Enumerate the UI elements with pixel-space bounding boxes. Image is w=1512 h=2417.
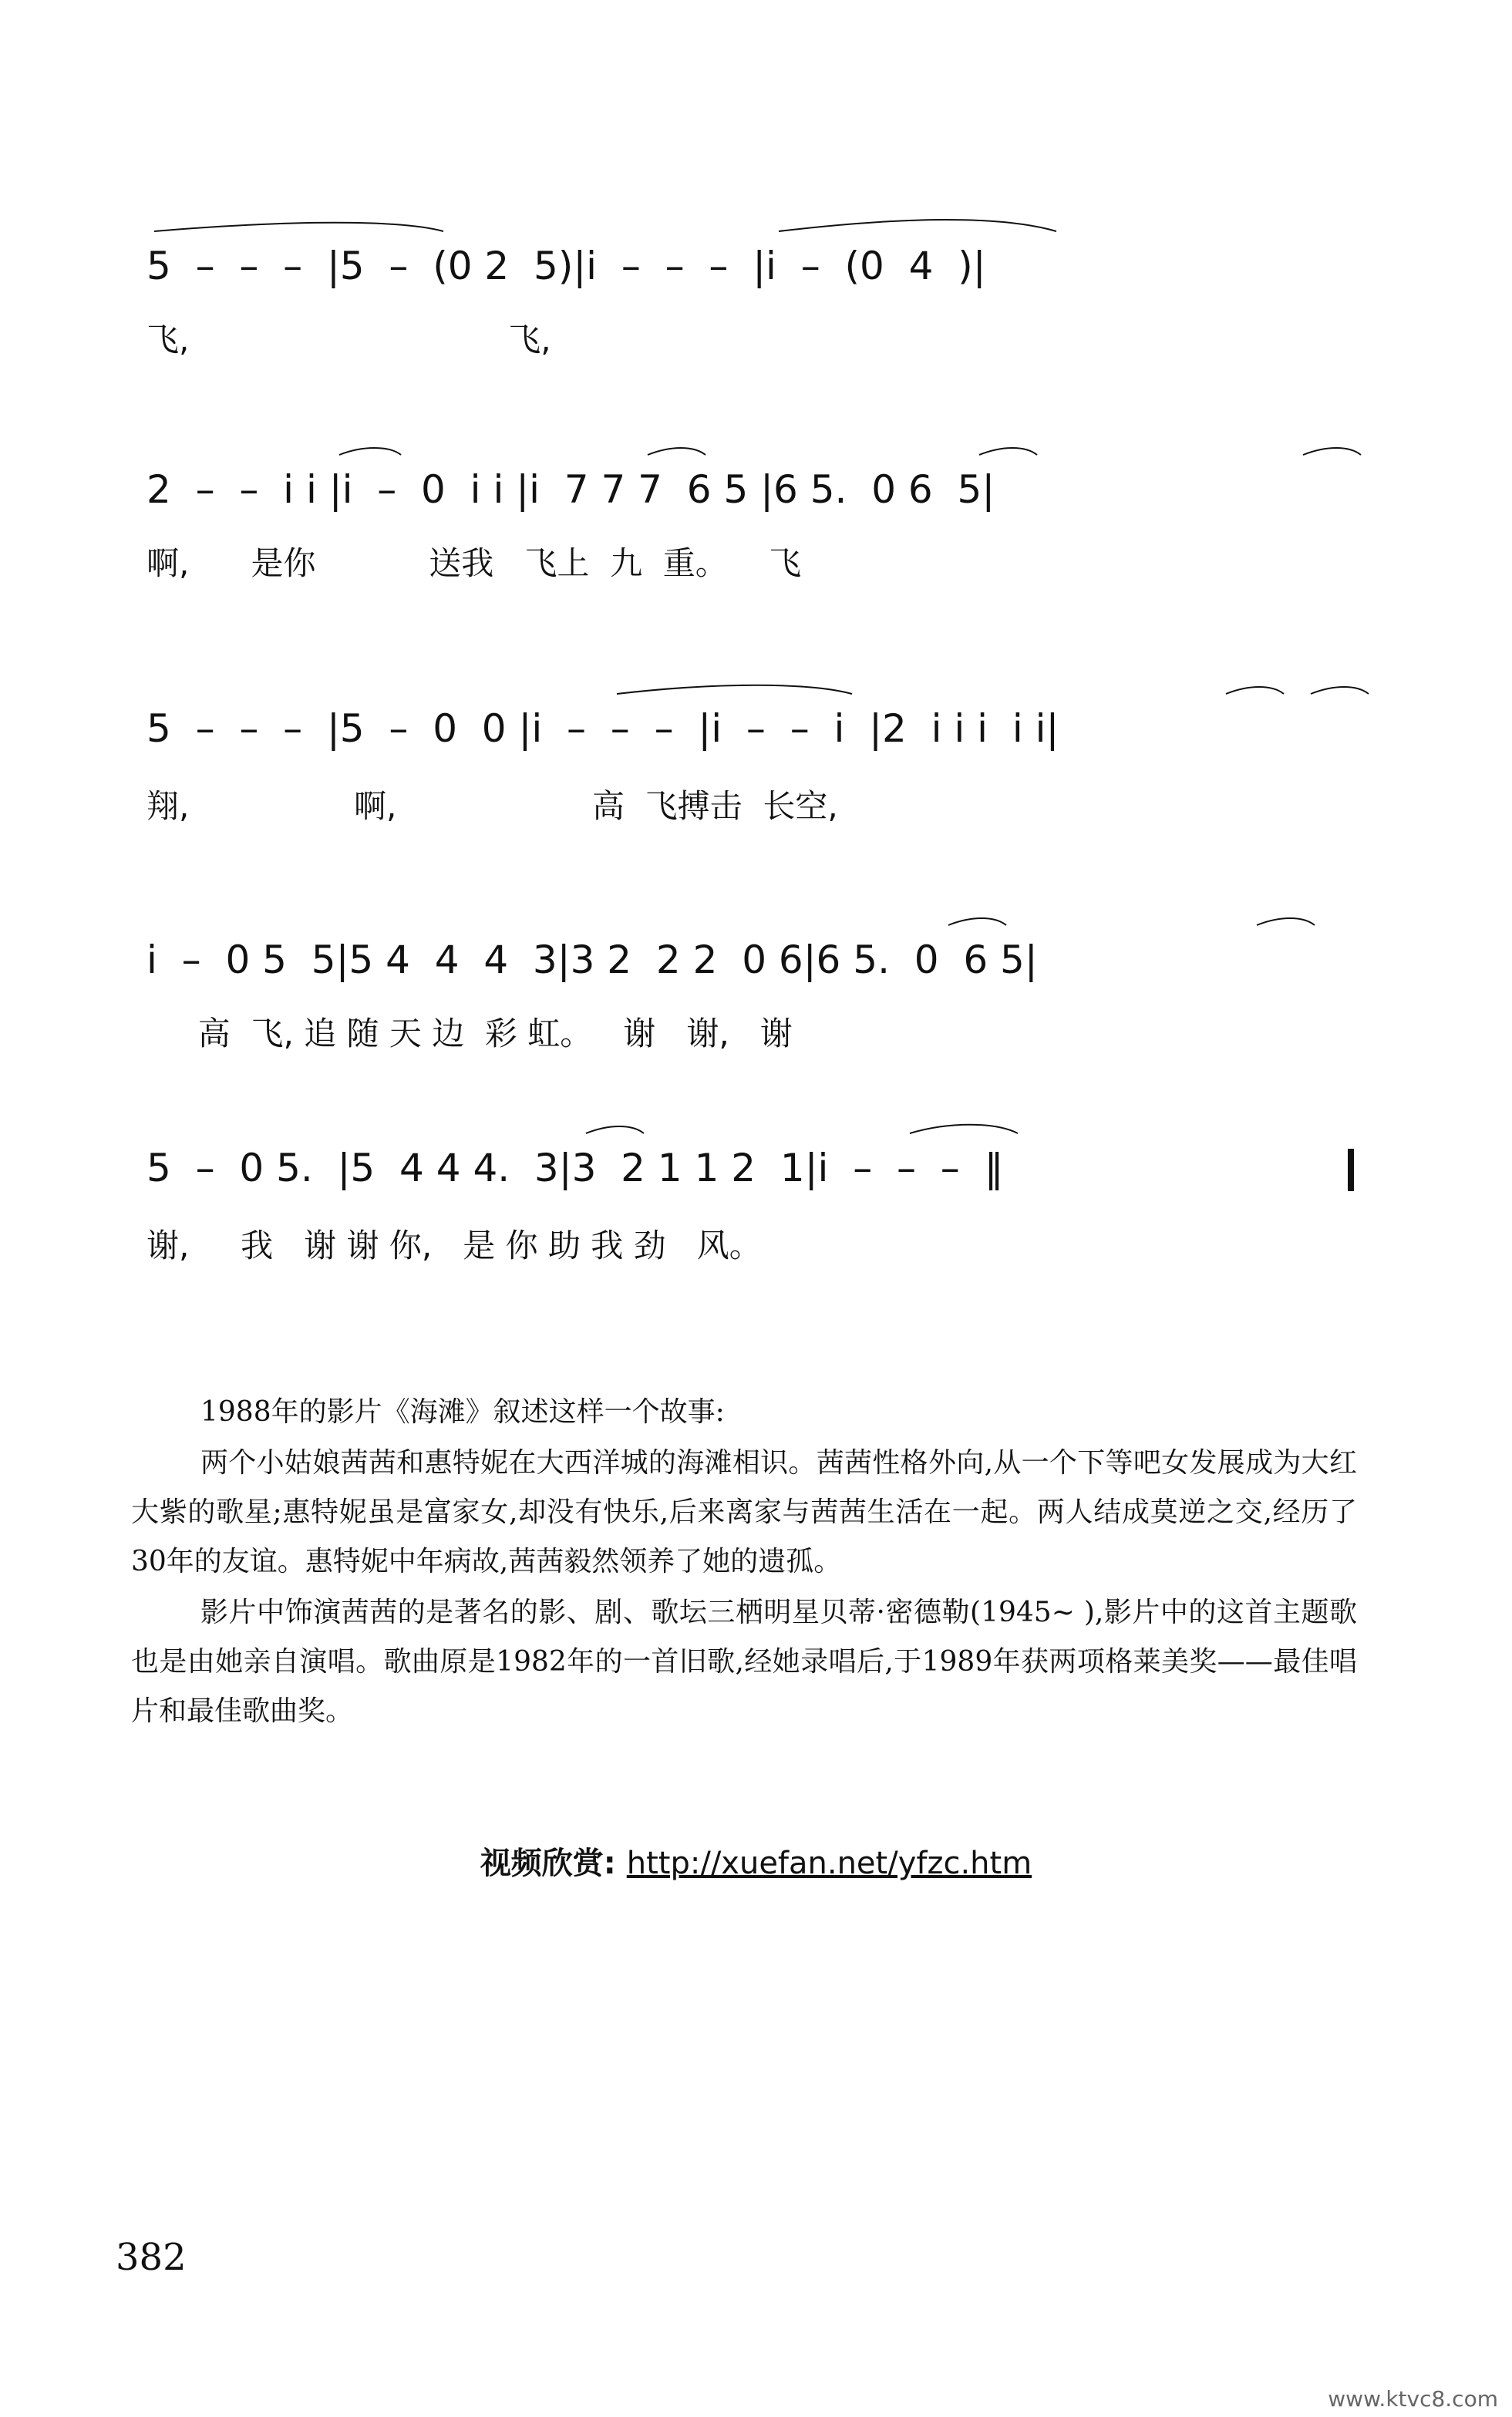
slur <box>1226 687 1284 694</box>
score-line-3-lyrics: 翔, 啊, 高 飞搏击 长空, <box>146 787 838 825</box>
video-label: 视频欣赏: <box>480 1846 616 1881</box>
slur <box>617 685 852 694</box>
score-line-5-lyrics: 谢, 我 谢 谢 你, 是 你 助 我 劲 风。 <box>146 1227 762 1264</box>
score-line-3-notes: 5 – – – |5 – 0 0 |i – – – |i – – i |2 i i i i i| <box>146 706 1059 751</box>
score-line-4-notes: i – 0 5 5|5 4 4 4 3|3 2 2 2 0 6|6 5. 0 6 5| <box>146 938 1038 982</box>
score-line-4-lyrics: 高 飞, 追 随 天 边 彩 虹。 谢 谢, 谢 <box>146 1015 793 1052</box>
score-line-1-lyrics: 飞, 飞, <box>146 321 551 359</box>
story-intro: 1988年的影片《海滩》叙述这样一个故事: <box>200 1396 725 1428</box>
slur <box>1257 918 1315 925</box>
slur <box>648 448 705 455</box>
slur <box>154 223 443 231</box>
score-line-2-notes: 2 – – i i |i – 0 i i |i 7 7 7 6 5 |6 5. 0 6 5| <box>146 467 995 512</box>
slur <box>948 918 1006 925</box>
page-number: 382 <box>116 2236 187 2279</box>
singer-paragraph: 影片中饰演茜茜的是著名的影、剧、歌坛三栖明星贝蒂·密德勒(1945~ ),影片中的这首主题歌也是由她亲自演唱。歌曲原是1982年的一首旧歌,经她录唱后,于1989年获两项格莱美奖——最佳唱片和最佳歌曲奖。 <box>131 1597 1357 1727</box>
video-url-link[interactable]: http://xuefan.net/yfzc.htm <box>626 1846 1032 1881</box>
story-paragraph: 两个小姑娘茜茜和惠特妮在大西洋城的海滩相识。茜茜性格外向,从一个下等吧女发展成为大红大紫的歌星;惠特妮虽是富家女,却没有快乐,后来离家与茜茜生活在一起。两人结成莫逆之交,经历了30年的友谊。惠特妮中年病故,茜茜毅然领养了她的遗孤。 <box>131 1447 1357 1577</box>
score-line-5-notes: 5 – 0 5. |5 4 4 4. 3|3 2 1 1 2 1|i – – – ‖ <box>146 1146 1004 1190</box>
video-link-line <box>0 1839 1512 1883</box>
slur <box>1303 448 1361 455</box>
slur <box>779 220 1056 231</box>
slur <box>1311 687 1369 694</box>
slur <box>979 448 1037 455</box>
score-line-2-lyrics: 啊, 是你 送我 飞上 九 重。 飞 <box>146 544 802 582</box>
watermark: www.ktvc8.com <box>1328 2386 1498 2412</box>
slur <box>910 1125 1018 1133</box>
slur <box>339 448 401 455</box>
score-line-1-notes: 5 – – – |5 – (0 2 5)|i – – – |i – (0 4 )| <box>146 244 986 288</box>
slur <box>586 1126 644 1133</box>
